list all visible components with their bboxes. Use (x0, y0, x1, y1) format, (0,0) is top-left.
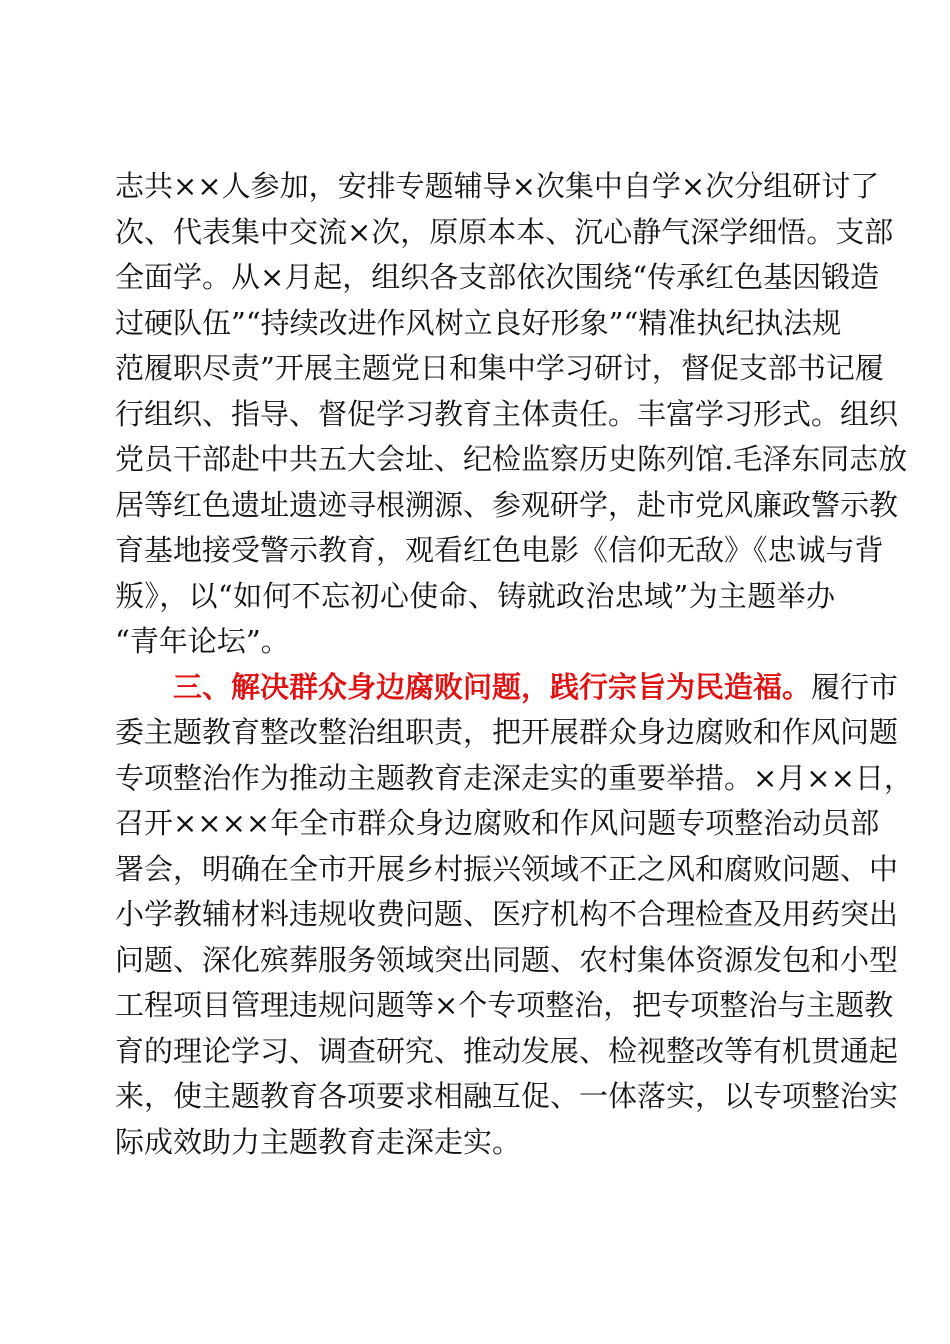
para2-line-3: 专项整治作为推动主题教育走深走实的重要举措。×月××日， (115, 760, 913, 795)
document-body (115, 164, 913, 1165)
para1-line-3: 全面学。从×月起，组织各支部依次围绕“传承红色基因锻造 (115, 260, 880, 294)
para2-line-9: 育的理论学习、调查研究、推动发展、检视整改等有机贯通起 (115, 1033, 899, 1068)
para1-line-9: 育基地接受警示教育，观看红色电影《信仰无敌》《忠诚与背 (115, 533, 884, 567)
para1-line-4: 过硬队伍”“持续改进作风树立良好形象”“精准执纪执法规 (115, 305, 842, 340)
para1-line-8: 居等红色遗址遗迹寻根溯源、参观研学，赴市党风廉政警示教 (115, 487, 899, 522)
section-heading: 三、解决群众身边腐败问题，践行宗旨为民造福。 (173, 669, 812, 704)
para2-line-7: 问题、深化殡葬服务领域突出同题、农村集体资源发包和小型 (115, 942, 899, 977)
para1-line-10: 叛》，以“如何不忘初心使命、铸就政治忠域”为主题举办 (115, 578, 835, 613)
para1-line-7: 党员干部赴中共五大会址、纪检监察历史陈列馆.毛泽东同志放 (115, 442, 908, 476)
para1-line-2: 次、代表集中交流×次，原原本本、沉心静气深学细悟。支部 (115, 214, 894, 249)
para2-line-6: 小学教辅材料违规收费问题、医疗机构不合理检查及用药突出 (115, 897, 899, 931)
para1-line-11: “青年论坛”。 (115, 624, 290, 658)
para2-line-10: 来，使主题教育各项要求相融互促、一体落实，以专项整治实 (115, 1079, 899, 1113)
para2-line-2: 委主题教育整改整治组职责，把开展群众身边腐败和作风问题 (115, 715, 899, 749)
para1-line-5: 范履职尽责”开展主题党日和集中学习研讨，督促支部书记履 (115, 351, 884, 385)
para2-line-4: 召开××××年全市群众身边腐败和作风问题专项整治动员部 (115, 806, 880, 840)
para2-line-1 (115, 665, 899, 711)
para1-line-1: 志共××人参加，安排专题辅导×次集中自学×次分组研讨了 (115, 169, 880, 203)
para2-line-1-rest: 履行市 (811, 669, 899, 704)
para2-line-8: 工程项目管理违规问题等×个专项整治，把专项整治与主题教 (115, 988, 894, 1022)
para1-line-6: 行组织、指导、督促学习教育主体责任。丰富学习形式。组织 (115, 396, 899, 431)
para2-line-11: 际成效助力主题教育走深走实。 (115, 1124, 522, 1159)
para2-line-5: 署会，明确在全市开展乡村振兴领域不正之风和腐败问题、中 (115, 851, 899, 886)
